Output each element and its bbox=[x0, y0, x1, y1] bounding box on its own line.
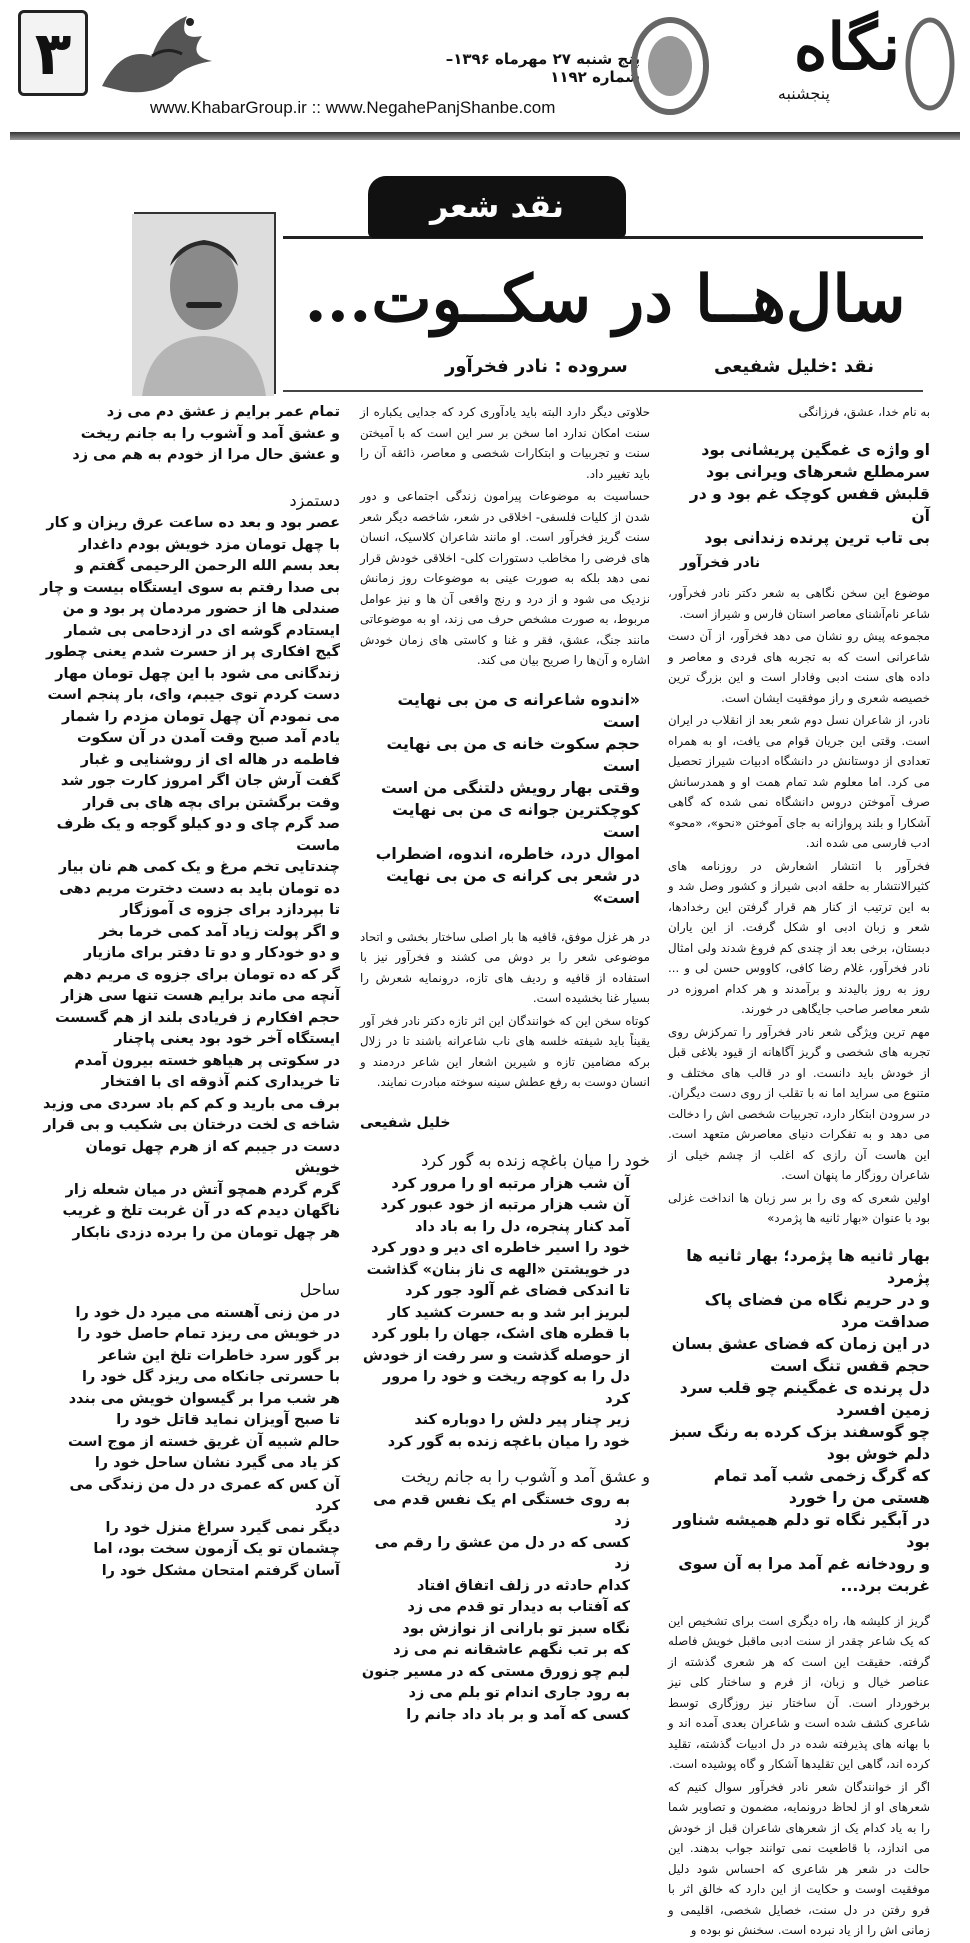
verse-line: در خویش می ریزد تمام حاصل خود را bbox=[77, 1326, 340, 1342]
verse-line: در خویشتن «الهه ی ناز بنان» گذاشت bbox=[366, 1261, 630, 1278]
poem bbox=[360, 1174, 650, 1454]
verse-line: دل را به کوچه ریخت و خود را مرور کرد bbox=[382, 1369, 630, 1407]
verse-line: ده تومان باید به دست دخترت مریم دهی bbox=[59, 880, 340, 897]
paragraph: مجموعه پیش رو نشان می دهد فخرآور، از آن دست شاعرانی است که به تجربه های فردی و معاصر و داده های سنت ادبی وفادار است و این بزرگ ترین خصیصه شعری و راز موفقیت ایشان است. bbox=[668, 629, 930, 705]
verse-line: نگاه سبز تو بارانی از نوازش بود bbox=[402, 1620, 630, 1637]
verse-line: خود را میان باغچه زنده به گور کرد bbox=[387, 1433, 630, 1450]
critic-byline: نقد :خلیل شفیعی bbox=[714, 356, 874, 377]
website-urls: www.KhabarGroup.ir :: www.NegahePanjShanbe.com bbox=[150, 98, 556, 117]
verse-line: تا بپردازد برای جزوه ی آموزگار bbox=[120, 902, 340, 918]
verse-line: کسی که آمد و بر باد داد جانم را bbox=[406, 1706, 630, 1723]
page-number: ۳ bbox=[18, 10, 88, 96]
verse-line: با قطره های اشک، جهان را بلور کرد bbox=[371, 1326, 630, 1342]
verse-line: کدام حادثه در زلف اتفاق افتاد bbox=[417, 1577, 630, 1594]
verse-line: در شعر بی کرانه ی من بی نهایت است» bbox=[386, 866, 640, 907]
verse-line: عصر بود و بعد ده ساعت عرق ریزان و کار bbox=[46, 515, 340, 531]
poem bbox=[40, 1303, 340, 1583]
paragraph: موضوع این سخن نگاهی به شعر دکتر نادر فخرآور، شاعر نام‌آشنای معاصر استان فارس و شیراز است. bbox=[668, 586, 930, 621]
verse-line: گفت آرش جان اگر امروز کارت جور شد bbox=[60, 773, 340, 789]
verse-line: تا صبح آویزان نماید قاتل خود را bbox=[116, 1412, 340, 1428]
verse-line: او واژه ی غمگین پریشانی بود bbox=[701, 440, 930, 459]
verse-line: شاخه ی لخت درختان بی شکیب و بی قرار bbox=[43, 1117, 340, 1133]
verse-line: تا خریداری کنم آذوقه ای با افتخار bbox=[101, 1074, 340, 1090]
verse-line: آن شب هزار مرتبه او را مرور کرد bbox=[391, 1175, 630, 1192]
verse-line: و عشق آمد و آشوب را به جانم ریخت bbox=[80, 425, 340, 442]
verse-line: حجم سکوت خانه ی من بی نهایت است bbox=[386, 734, 640, 775]
poem bbox=[40, 402, 340, 467]
verse-line: می نمودم آن چهل تومان مزدم را شمار bbox=[62, 708, 340, 725]
verse-line: با حسرتی جانکاه می ریزد گل خود را bbox=[82, 1369, 340, 1385]
phoenix-icon bbox=[92, 6, 222, 98]
paragraph: مهم ترین ویژگی شعر نادر فخرآور را تمرکزش روی تجربه های شخصی و گریز آگاهانه از قیود بلاغی قبل از خودش باید دانست. او در قالب های مختلف و متنوع می سراید اما نه با تقلب از روی دست دیگران. در سرودن ابتکار دارد، تجربیات شخصی اش را دخالت می دهد و به تفکرات دنیای معاصرش متعهد است. این هاست آن رازی که اغلب از چشم خیلی از شاعران روزگار ما پنهان است. bbox=[668, 1024, 930, 1182]
verse-line: دست در جیبم که از هرم چهل تومان خویش bbox=[85, 1138, 340, 1176]
verse-line: که بر تب نگهم عاشقانه نم می زد bbox=[393, 1642, 630, 1658]
verse-line: ایستادم گوشه ای در ازدحامی بی شمار bbox=[64, 622, 340, 639]
paragraph: حلاوتی دیگر دارد البته باید یادآوری کرد که جدایی یکباره از سنت امکان ندارد اما سخن بر سر این است که با آمیختن سنت و تجربیات و ابتکارات شخصی و معاصر، ذائقه آن را باید تغییر داد. bbox=[360, 405, 650, 481]
poem-title: خود را میان باغچه زنده به گور کرد bbox=[421, 1151, 650, 1170]
logo-subtitle: پنجشنبه bbox=[777, 84, 830, 103]
verse-line: آن شب هزار مرتبه از خود عبور کرد bbox=[380, 1197, 630, 1213]
verse-line: زندگانی می شود با این چهل تومان مهار bbox=[55, 665, 340, 682]
verse-line: تمام عمر برایم ز عشق دم می زد bbox=[106, 404, 340, 420]
verse-line: چو گوسفند بزک کرده به رنگ سبز دلم خوش بود bbox=[670, 1422, 930, 1463]
verse-line: اموال درد، خاطره، اندوه، اضطراب bbox=[375, 844, 640, 863]
verse-line: بی تاب ترین پرنده زندانی بود bbox=[704, 528, 930, 547]
verse-line: آنچه می ماند برایم هست تنها سی هزار bbox=[61, 988, 340, 1004]
author-photo bbox=[134, 212, 276, 394]
ornament-icon bbox=[630, 6, 950, 126]
verse-line: و دو خودکار و دو تا دفتر برای مازیار bbox=[83, 945, 340, 961]
poem-title: ساحل bbox=[299, 1280, 340, 1299]
poet-byline: سروده : نادر فخرآور bbox=[445, 356, 628, 377]
verse-line: به رود جاری اندام تو بلم می زد bbox=[408, 1685, 630, 1701]
logo-text: نگاه bbox=[793, 10, 900, 85]
article-title: سال‌هــا در سکــوت... bbox=[304, 262, 906, 337]
verse-line: لبریز ابر شد و به حسرت کشید کار bbox=[387, 1304, 630, 1321]
verse-line: گر که ده تومان برای جزوه ی مریم دهم bbox=[62, 966, 340, 983]
critic-signature: خلیل شفیعی bbox=[360, 1114, 451, 1131]
poem bbox=[360, 1490, 650, 1727]
verse-line: قلبش قفس کوچک غم بود و در آن bbox=[689, 484, 930, 525]
paragraph: نادر، از شاعران نسل دوم شعر بعد از انقلاب در ایران است. وقتی این جریان قوام می یافت، او به همراه تعدادی از دوستانش در دانشگاه ادبیات شیراز تحصیل می کرد. اما معلوم شد تمام همت او و همدرسانش صرف آموختن دروس دانشگاه نمی شده که گاهی آشکارا و بلند پروازانه به جای آموختن «نحو»، «محو» ادب فارسی می شده اند. bbox=[668, 713, 930, 850]
verse-line: حالم شبیه آن غریق خسته از موج است bbox=[68, 1433, 340, 1450]
verse-line: و در حریم نگاه من فضای پاک صداقت مرد bbox=[704, 1290, 930, 1331]
verse-line: دل پرنده ی غمگینم چو قلب سرد زمین افسرد bbox=[679, 1378, 930, 1419]
verse-line: گرم گردم همچو آتش در میان شعله زار bbox=[65, 1181, 340, 1198]
paragraph: فخرآور با انتشار اشعارش در روزنامه های کثیرالانتشار به حلقه ادبی شیراز و کشور وصل شد و به این ترتیب از کنار هم قرار گرفتن این رخدادها، شعر و زبان ادبی او شکل گرفت. از این یاران دبستان، برخی بعد از چندی کم فروغ شدند ولی امثال نادر فخرآور، غلام رضا کافی، کاووس حسن لی و ... روز به روز بالیدند و برآمدند و هر کدام امروزه در شعر معاصر صاحب جایگاهی در خورند. bbox=[668, 858, 930, 1016]
verse-line: هر چهل تومان من را برده دزدی نابکار bbox=[72, 1224, 340, 1241]
poem-title: و عشق آمد و آشوب را به جانم ریخت bbox=[400, 1467, 650, 1486]
paragraph: گریز از کلیشه ها، راه دیگری است برای تشخیص این که یک شاعر چقدر از سنت ادبی ماقبل خویش فاصله گرفته. حقیقت این است که هر شعری گذشته از عناصر خیال و زبان، از فرم و ساختار کلی نیز برخوردار است. آن ساختار نیز روزگاری توسط شاعری کشف شده است و شاعران بعدی آمده اند و با بهانه های پذیرفته شده در دل ادبیات گذشته، تقلید کرده اند، گاهی این تقلیدها آشکار و گاه پوشیده است. bbox=[668, 1613, 930, 1771]
article-column-left bbox=[40, 402, 340, 1582]
portrait-icon bbox=[132, 214, 274, 396]
epigraph-author: نادر فخرآور bbox=[680, 554, 761, 571]
paragraph: کوتاه سخن این که خوانندگان این اثر تازه دکتر نادر فخر آور یقیناً باید شیفته خلسه های ناب شاعرانه باشند تا در زلال برکه مضامین تازه و شیرین اشعار این شاعر دردمند و انسان دوست به رفع عطش سینه سوخته مبادرت نمایند. bbox=[360, 1013, 650, 1089]
byline-rule bbox=[283, 390, 923, 392]
verse-line: آسان گرفتم امتحان مشکل خود را bbox=[101, 1562, 340, 1579]
verse-line: دست کردم توی جیبم، وای، بار پنجم است bbox=[47, 687, 340, 703]
verse-line: کز یاد می گیرد نشان ساحل خود را bbox=[94, 1455, 340, 1471]
verse-line: وقتی بهار رویش دلتنگی من است bbox=[380, 778, 640, 797]
verse-line: از حوصله گذشت و سر رفت از خودش bbox=[362, 1347, 630, 1364]
verse-line: بی صدا رفتم به سوی ایستگاه بیست و چار bbox=[40, 579, 340, 596]
epigraph bbox=[668, 425, 930, 574]
verse-line: زیر چنار پیر دلش را دوباره کند bbox=[414, 1412, 630, 1428]
verse-line: در آبگیر نگاه تو دلم همیشه شناور بود bbox=[673, 1510, 930, 1551]
verse-line: صد گرم چای و دو کیلو گوجه و یک ظرف ماست bbox=[56, 816, 340, 854]
verse-line: در سکوتی پر هیاهو خسته بیرون آمدم bbox=[74, 1052, 340, 1069]
poem bbox=[40, 513, 340, 1244]
verse-line: فاطمه در هاله ای از روشنایی و غبار bbox=[80, 751, 340, 768]
verse-line: «اندوه شاعرانه ی من بی نهایت است bbox=[397, 690, 640, 731]
verse-line: وقت برگشتن برای بچه های بی قرار bbox=[83, 794, 340, 811]
article-column-middle bbox=[360, 402, 650, 1726]
newspaper-logo bbox=[630, 6, 950, 126]
verse-line: حجم افکارم ز فریادی بلند از هم گسست bbox=[55, 1009, 340, 1026]
verse-line: آن کس که عمری در دل من زندگی می کرد bbox=[69, 1476, 340, 1514]
verse-line: چندتایی تخم مرغ و یک کمی هم نان بیار bbox=[58, 859, 340, 875]
paragraph: اولین شعری که وی را بر سر زبان ها انداخت غزلی بود با عنوان «بهار ثانیه ها پژمرد» bbox=[668, 1190, 930, 1225]
verse-line: خود را اسیر خاطره ای دیر و دور کرد bbox=[371, 1240, 630, 1256]
verse-line: آمد کنار پنجره، دل را به باد داد bbox=[415, 1218, 630, 1235]
verse-line: صندلی ها از حضور مردمان پر بود و من bbox=[62, 601, 340, 617]
section-banner: نقد شعر bbox=[368, 176, 626, 238]
verse-line: برف می بارید و کم کم باد سردی می وزید bbox=[43, 1095, 340, 1112]
verse-line: در این زمان که فضای عشق بسان حجم قفس تنگ است bbox=[671, 1334, 930, 1375]
verse-line: لبم چو زورق مستی که در مسیر جنون bbox=[361, 1663, 630, 1680]
paragraph: در هر غزل موفق، قافیه ها بار اصلی ساختار بخشی و اتحاد موضوعی شعر را بر دوش می کشند و فخرآور نیز با استفاده از قافیه و ردیف های تازه، درونمایه شعرش را بسیار غنا بخشیده است. bbox=[360, 929, 650, 1005]
header-rule bbox=[10, 132, 960, 140]
verse-line: بعد بسم الله الرحمن الرحیمی گفتم و bbox=[75, 558, 340, 574]
masthead bbox=[0, 0, 970, 140]
issue-dateline: پنج شنبه ۲۷ مهرماه ۱۳۹۶– شماره ۱۱۹۲ bbox=[445, 50, 640, 86]
verse-line: بر گور سرد خاطرات تلخ این شاعر bbox=[98, 1347, 340, 1364]
paragraph: حساسیت به موضوعات پیرامون زندگی اجتماعی و دور شدن از کلیات فلسفی- اخلاقی در شعر، شاخصه دیگر شعر سنت گریز فخرآور است. او مانند شاعران کلاسیک، انسان های فرضی را مخاطب دستورات کلی- اخلاقی خودش قرار نمی دهد بلکه به صورت عینی به موضوعات روز زمانش نزدیک می شود و از درد و رنج واقعی آن ها و نیز عوامل مربوط، به صورت مشخص حرف می زند، او به موضوعاتی مانند جنگ، عشق، فقر و غنا و کاستی های زمان خودش اشاره و آن‌ها را صریح بیان می کند. bbox=[360, 489, 650, 667]
verse-line: بهار ثانیه ها پژمرد؛ بهار ثانیه ها پژمرد bbox=[686, 1246, 930, 1287]
verse-line: با چهل تومان مزد خویش بودم داغدار bbox=[78, 536, 340, 553]
verse-line: کوچکترین جوانه ی من بی نهایت است bbox=[392, 800, 640, 841]
verse-line: که آفتاب به دیدار تو قدم می زد bbox=[407, 1599, 630, 1615]
quoted-poem bbox=[668, 1245, 930, 1597]
verse-line: ناگهان دیدم که در آن غربت تلخ و غریب bbox=[62, 1203, 340, 1219]
verse-line: کسی که در دل من عشق را رقم می زد bbox=[374, 1534, 630, 1572]
verse-line: در من زنی آهسته می میرد دل خود را bbox=[75, 1304, 340, 1321]
verse-line: یادم آمد صبح وقت آمدن در آن سکوت bbox=[76, 730, 340, 746]
verse-line: چشمان تو یک آزمون سخت بود، اما bbox=[93, 1541, 340, 1557]
paragraph: اگر از خوانندگان شعر نادر فخرآور سوال کنیم که شعرهای او از لحاظ درونمایه، مضمون و تصاویر شما را به یاد کدام یک از شعرهای شاعران قبل از خودش می اندازد، با قاطعیت نمی توانند جواب بدهند. این حالت در شعر هر شاعری که احساس شود دلیل موفقیت اوست و حکایت از این دارد که خالق اثر با فرو رفتن در دل سنت، خصایل شخصی، اقلیمی و زمانی اش را از یاد نبرده است. سخنش نو بوده و bbox=[668, 1779, 930, 1937]
verse-line: ایستگاه آخر خود بود یعنی پاچنار bbox=[114, 1031, 340, 1047]
verse-line: هر شب مرا بر گیسوان خویش می بندد bbox=[68, 1390, 340, 1407]
verse-line: و اگر پولت زیاد آمد کمی خرما بخر bbox=[99, 923, 340, 940]
verse-line: دیگر نمی گیرد سراغ منزل خود را bbox=[105, 1519, 340, 1536]
verse-line: که گرگ زخمی شب آمد تمام هستی من را خورد bbox=[713, 1466, 930, 1507]
poem-title: دستمزد bbox=[289, 490, 340, 510]
verse-line: تا اندکی فضای غم آلود جور کرد bbox=[405, 1283, 630, 1299]
quoted-poem bbox=[360, 689, 650, 909]
verse-line: گیج افکاری پر از حسرت شدم یعنی چطور bbox=[46, 644, 340, 660]
verse-line: و عشق حال مرا از خودم به هم می زد bbox=[72, 447, 340, 463]
verse-line: سرمطلع شعرهای ویرانی بود bbox=[706, 462, 930, 481]
verse-line: به روی خستگی ام یک نفس قدم می زد bbox=[373, 1491, 630, 1529]
invocation: به نام خدا، عشق، فرزانگی bbox=[798, 405, 930, 419]
verse-line: و رودخانه غم آمد مرا به آن سوی غربت برد... bbox=[678, 1554, 930, 1595]
article-column-right bbox=[668, 402, 930, 1943]
